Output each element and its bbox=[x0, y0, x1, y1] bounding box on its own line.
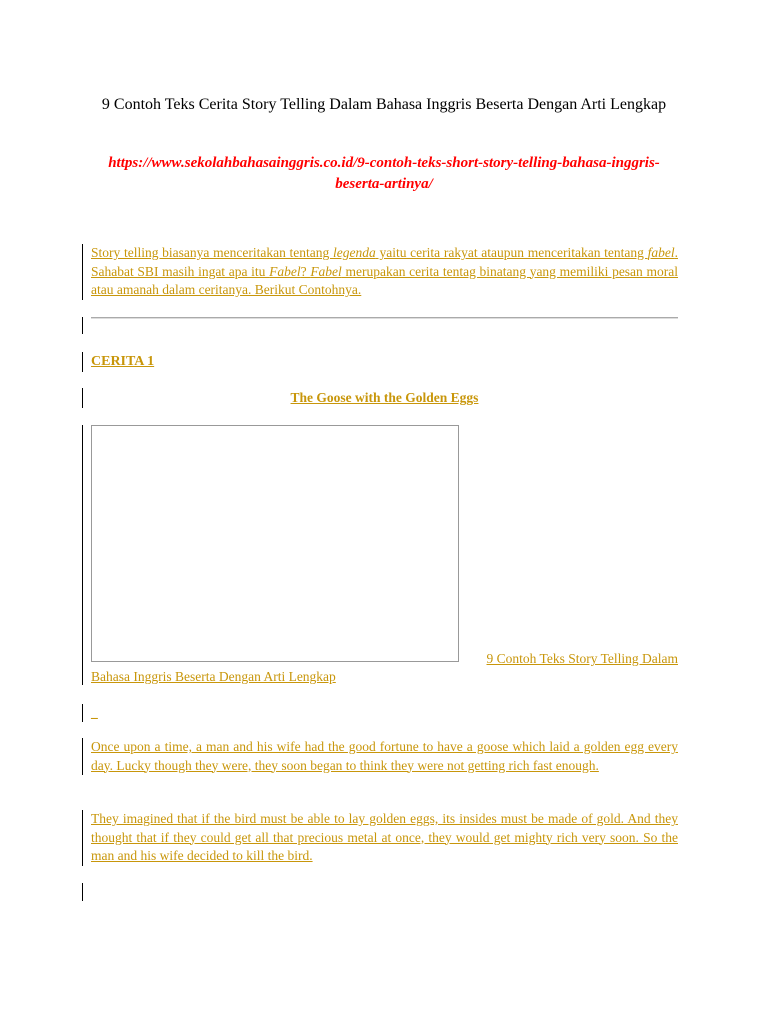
intro-text-4: ? bbox=[300, 263, 311, 279]
intro-text-3: . Sahabat SBI masih ingat apa itu bbox=[91, 245, 678, 279]
horizontal-rule bbox=[91, 317, 678, 319]
intro-text-1: Story telling biasanya menceritakan tentang bbox=[91, 245, 333, 260]
document-title: 9 Contoh Teks Cerita Story Telling Dalam Bahasa Inggris Beserta Dengan Arti Lengkap bbox=[101, 96, 667, 113]
source-url[interactable]: https://www.sekolahbahasainggris.co.id/9-contoh-teks-short-story-telling-bahasa-inggris-beserta-artinya/ bbox=[108, 155, 660, 192]
image-caption-line1[interactable]: 9 Contoh Teks Story Telling Dalam bbox=[486, 651, 678, 666]
image-paragraph-marker bbox=[82, 425, 83, 685]
intro-paragraph[interactable] bbox=[82, 244, 678, 300]
dash-text: _ bbox=[91, 705, 98, 720]
section-heading[interactable]: CERITA 1 bbox=[91, 354, 155, 369]
story-paragraph-1[interactable]: Once upon a time, a man and his wife had the good fortune to have a goose which laid a golden egg every day. Lucky though they were, they soon began to think they were not getting rich fast enough. bbox=[82, 738, 678, 775]
paragraph-marker bbox=[82, 317, 83, 334]
empty-paragraph bbox=[82, 704, 678, 722]
story-paragraph-2[interactable]: They imagined that if the bird must be able to lay golden eggs, its insides must be made of gold. And they thought that if they could get all that precious metal at once, they would get mighty rich very soon. So the man and his wife decided to kill the bird. bbox=[82, 810, 678, 866]
text-cursor bbox=[82, 883, 83, 901]
story-title-block bbox=[82, 388, 678, 408]
intro-text-5: merupakan cerita tentag binatang yang memiliki pesan moral atau amanah dalam ceritanya. Berikut Contohnya. bbox=[91, 263, 678, 297]
image-caption-line2[interactable]: Bahasa Inggris Beserta Dengan Arti Lengkap bbox=[91, 669, 336, 684]
intro-fabel: fabel bbox=[647, 245, 675, 260]
intro-text-2: yaitu cerita rakyat ataupun menceritakan tentang bbox=[375, 245, 648, 260]
cerita-heading-block bbox=[82, 352, 678, 372]
story-image-placeholder[interactable] bbox=[91, 425, 459, 662]
intro-legenda: legenda bbox=[333, 245, 376, 260]
intro-fabel-question: Fabel bbox=[269, 263, 301, 279]
story-title[interactable]: The Goose with the Golden Eggs bbox=[290, 390, 479, 405]
intro-fabel-emphasis: Fabel bbox=[310, 263, 342, 279]
